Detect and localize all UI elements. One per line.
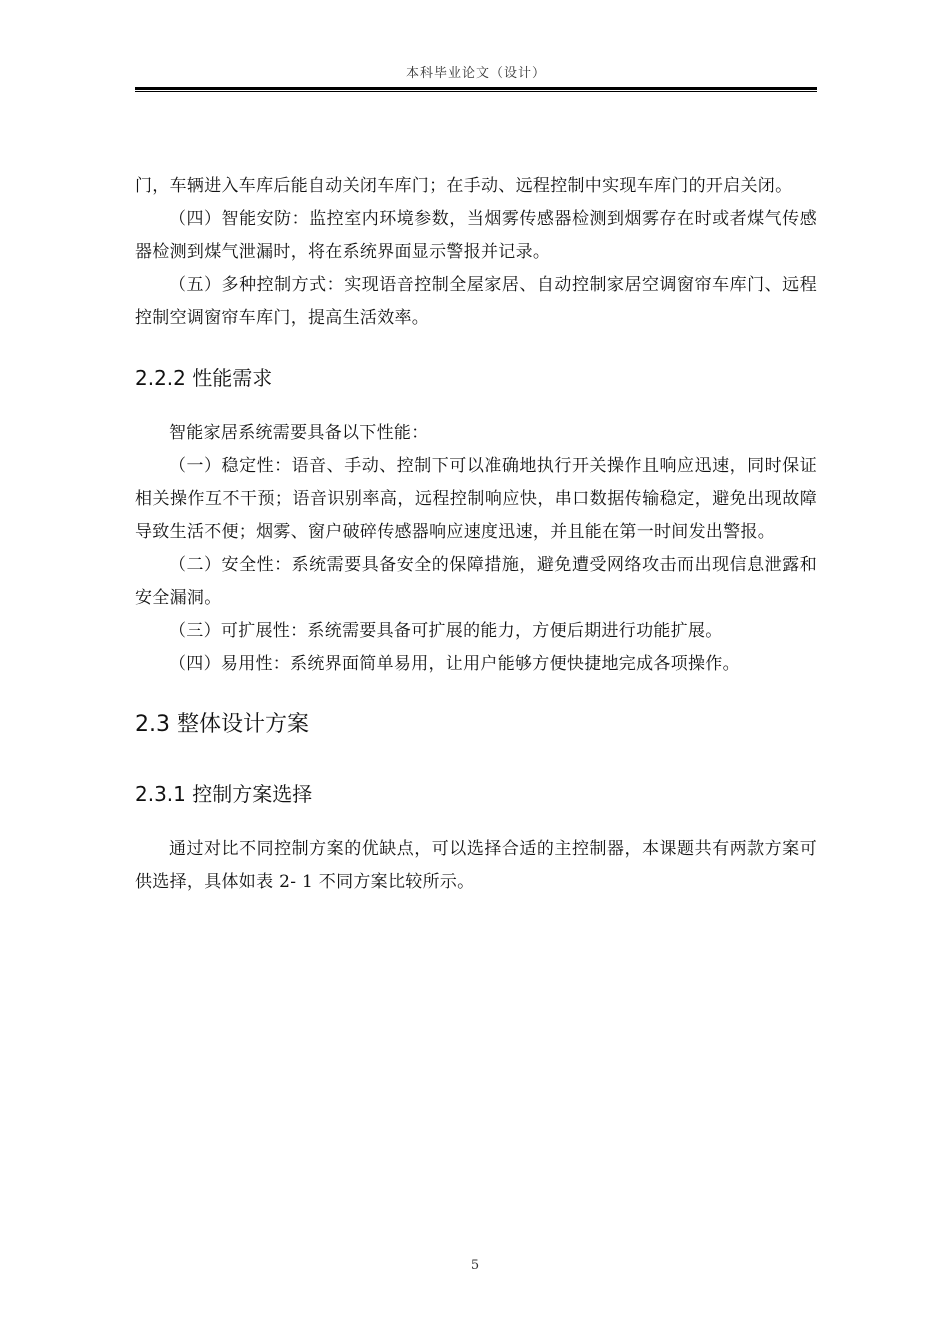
section-heading-2-3-1: 2.3.1 控制方案选择 bbox=[135, 782, 313, 806]
paragraph-usability: （四）易用性：系统界面简单易用，让用户能够方便快捷地完成各项操作。 bbox=[169, 654, 740, 674]
header-rule-thin bbox=[135, 91, 817, 92]
running-header: 本科毕业论文（设计） bbox=[405, 66, 546, 81]
paragraph-garage-door-continued: 门，车辆进入车库后能自动关闭车库门；在手动、远程控制中实现车库门的开启关闭。 bbox=[135, 176, 793, 196]
paragraph-performance-intro: 智能家居系统需要具备以下性能： bbox=[169, 423, 429, 443]
page-body bbox=[135, 170, 817, 899]
section-heading-2-3: 2.3 整体设计方案 bbox=[135, 712, 309, 737]
section-heading-2-2-2: 2.2.2 性能需求 bbox=[135, 366, 273, 390]
header-rule-thick bbox=[135, 87, 817, 90]
paragraph-control-scheme-selection: 通过对比不同控制方案的优缺点，可以选择合适的主控制器，本课题共有两款方案可供选择，具体如表 2- 1 不同方案比较所示。 bbox=[135, 839, 817, 892]
paragraph-smart-security: （四）智能安防：监控室内环境参数，当烟雾传感器检测到烟雾存在时或者煤气传感器检测到煤气泄漏时，将在系统界面显示警报并记录。 bbox=[135, 209, 817, 262]
paragraph-stability: （一）稳定性：语音、手动、控制下可以准确地执行开关操作且响应迅速，同时保证相关操作互不干预；语音识别率高，远程控制响应快，串口数据传输稳定，避免出现故障导致生活不便；烟雾、窗户破碎传感器响应速度迅速，并且能在第一时间发出警报。 bbox=[135, 456, 817, 542]
paragraph-security: （二）安全性：系统需要具备安全的保障措施，避免遭受网络攻击而出现信息泄露和安全漏洞。 bbox=[135, 555, 817, 608]
page-number: 5 bbox=[470, 1258, 480, 1273]
paragraph-extensibility: （三）可扩展性：系统需要具备可扩展的能力，方便后期进行功能扩展。 bbox=[169, 621, 723, 641]
paragraph-control-modes: （五）多种控制方式：实现语音控制全屋家居、自动控制家居空调窗帘车库门、远程控制空调窗帘车库门，提高生活效率。 bbox=[135, 275, 817, 328]
